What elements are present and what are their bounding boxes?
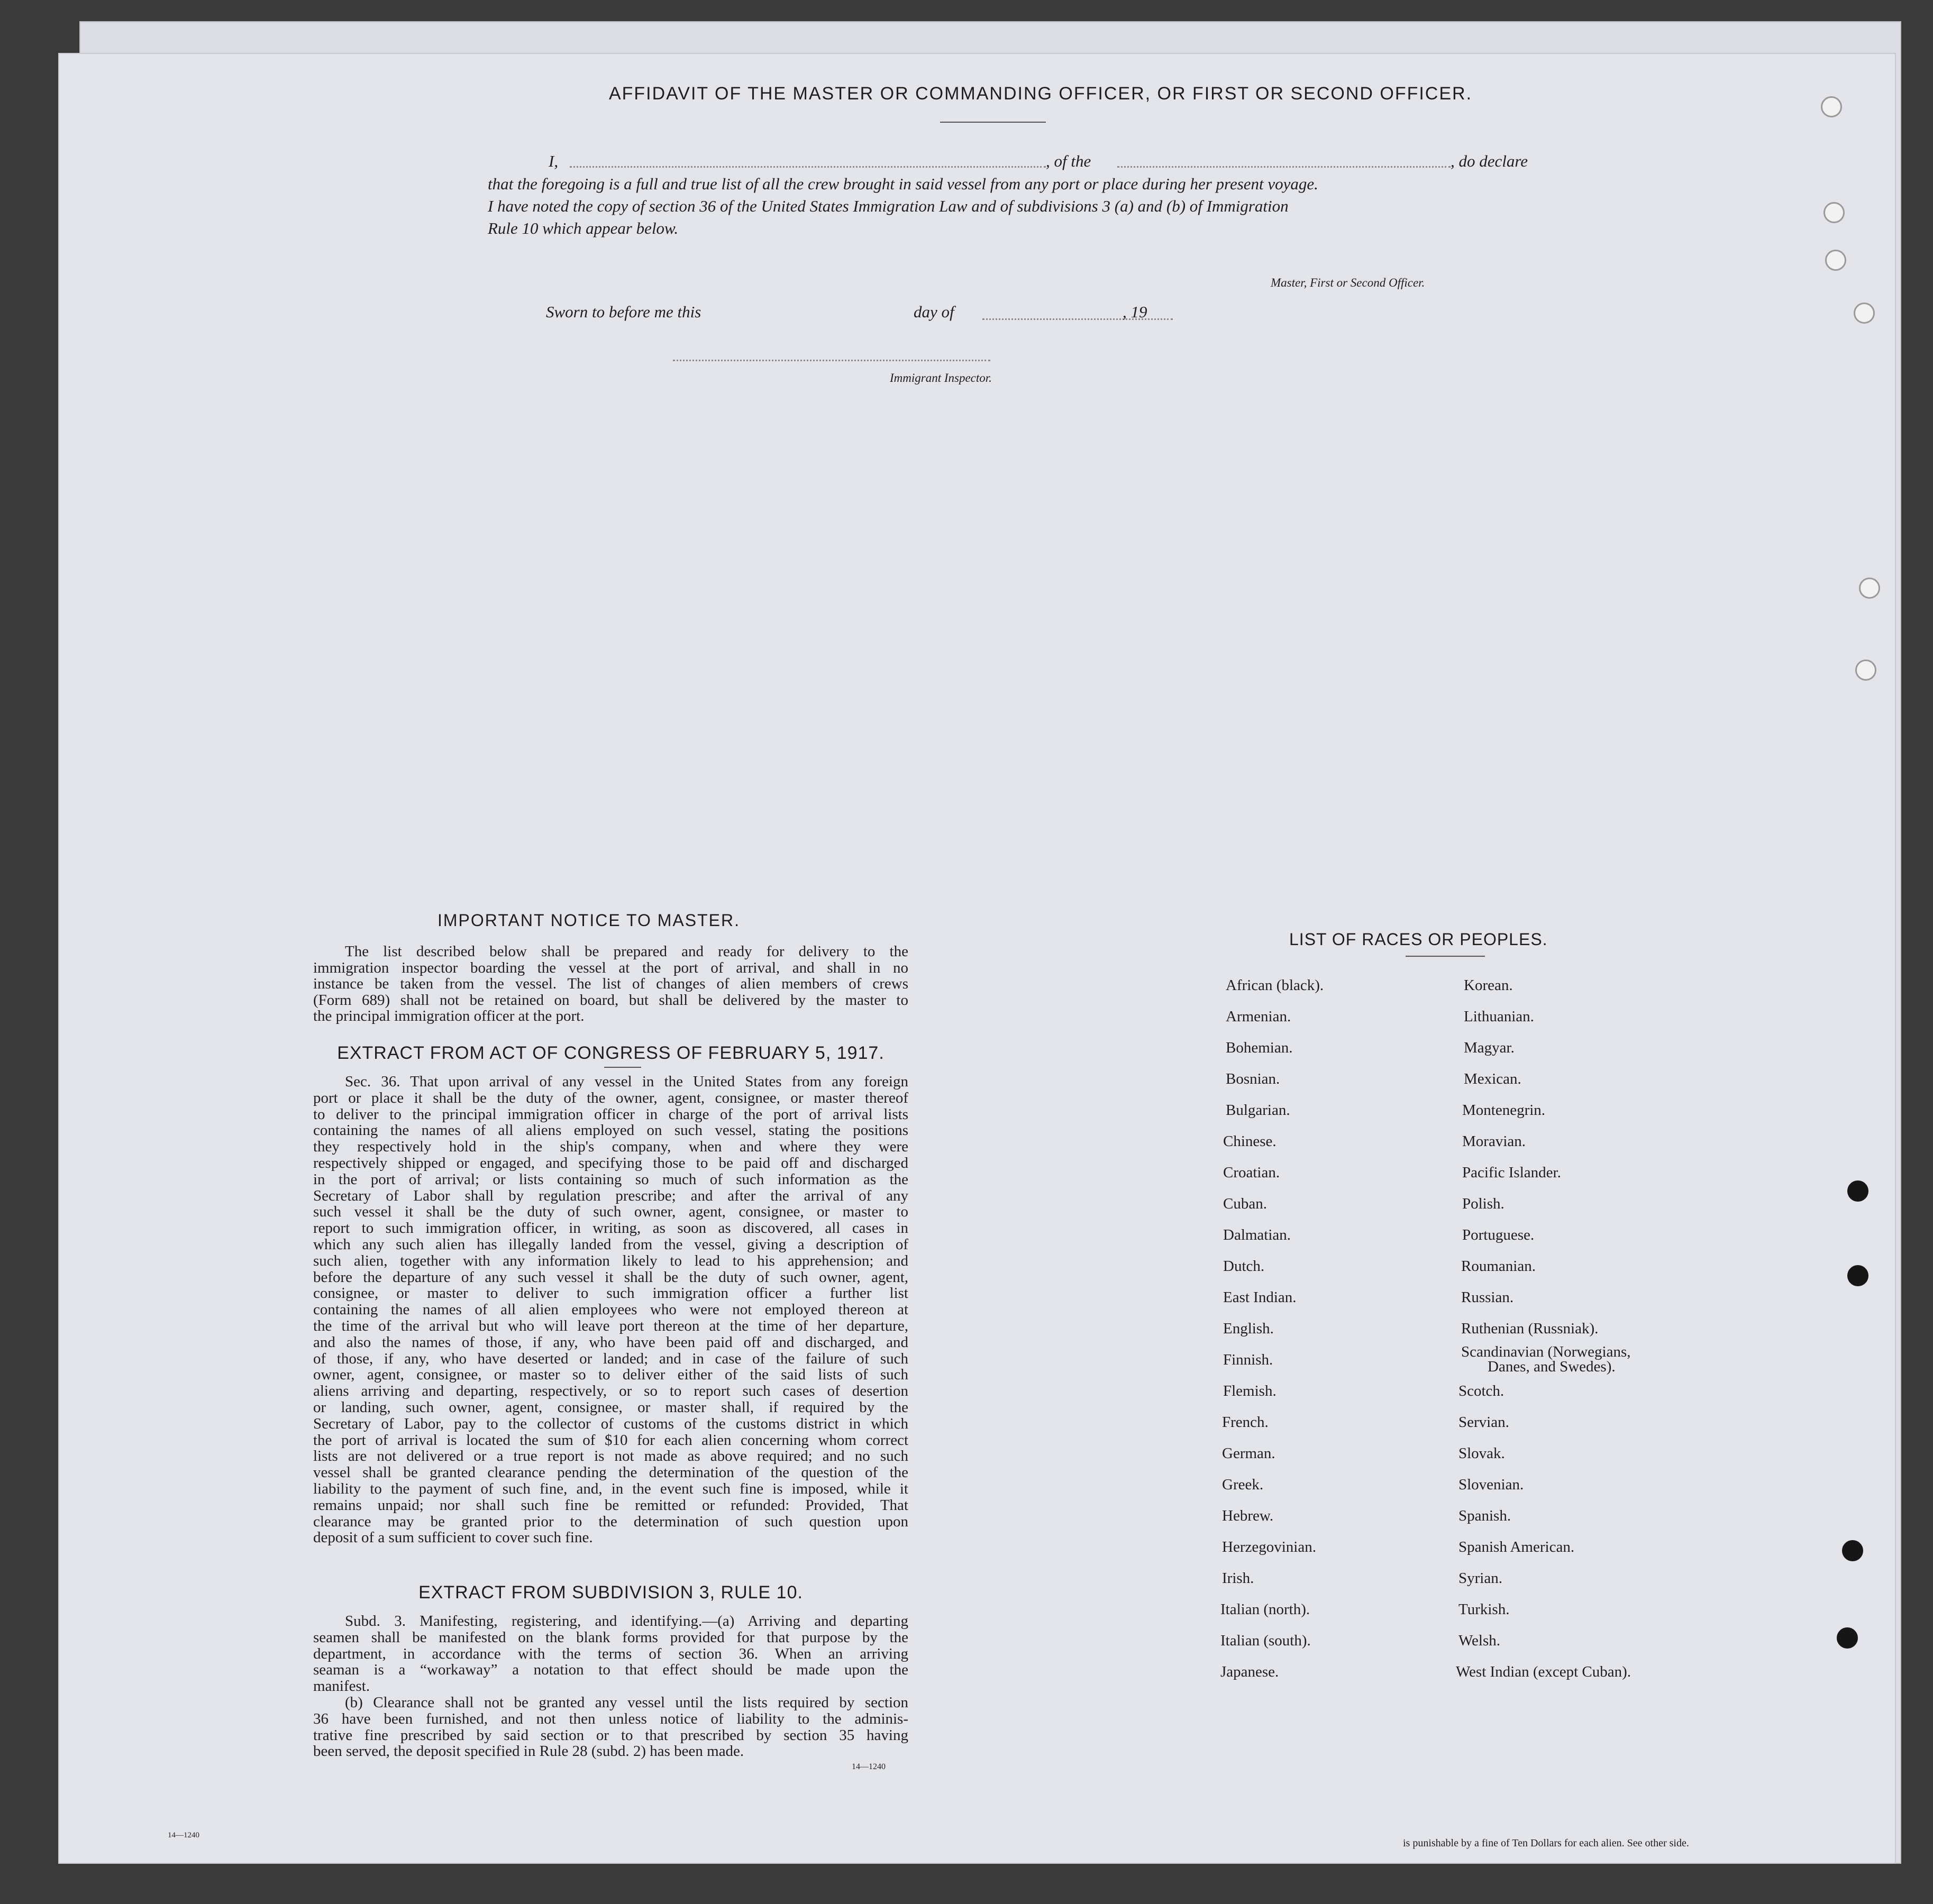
act-line: consignee, or master to deliver to such immigration officer a further list <box>313 1285 908 1302</box>
act-line: containing the names of all alien employees who were not employed thereon at <box>313 1301 908 1319</box>
act-line: respectively shipped or engaged, and specifying those to be paid off and discharged <box>313 1154 908 1171</box>
inspector-caption: Immigrant Inspector. <box>890 371 992 385</box>
notice-body <box>313 944 908 1024</box>
act-line: before the departure of any such vessel it shall be the duty of such owner, agent, <box>313 1268 908 1286</box>
act-line: aliens arriving and departing, respectively, or so to report such cases of desertion <box>313 1383 908 1400</box>
race-item: Croatian. <box>1223 1164 1280 1181</box>
race-item: Welsh. <box>1458 1632 1501 1649</box>
race-item: East Indian. <box>1223 1289 1297 1306</box>
act-line: such vessel it shall be the duty of such owner, agent, consignee, or master to <box>313 1203 908 1221</box>
race-item: Turkish. <box>1458 1601 1510 1618</box>
race-item: Finnish. <box>1223 1351 1273 1368</box>
punch-hole-icon <box>1847 1180 1868 1202</box>
punch-hole-icon <box>1854 303 1875 324</box>
act-line: liability to the payment of such fine, and, in the event such fine is imposed, while it <box>313 1480 908 1497</box>
affidavit-text-line: I have noted the copy of section 36 of the United States Immigration Law and of subdivisions 3 (a) and (b) of Immigration <box>488 197 1289 215</box>
race-item: Herzegovinian. <box>1222 1539 1316 1555</box>
act-line: report to such immigration officer, in writing, as soon as discovered, all cases in <box>313 1220 908 1237</box>
race-item: Dalmatian. <box>1223 1226 1291 1243</box>
affidavit-i-label: I, <box>549 152 559 170</box>
punch-hole-icon <box>1847 1265 1868 1286</box>
divider <box>604 1067 641 1068</box>
rule-line: department, in accordance with the terms of section 36. When an arriving <box>313 1645 908 1662</box>
notice-line: instance be taken from the vessel. The list of changes of alien members of crews <box>313 975 908 992</box>
act-line: clearance may be granted prior to the determination of such question upon <box>313 1513 908 1530</box>
act-line: and also the names of those, if any, who have been paid off and discharged, and <box>313 1333 908 1351</box>
race-item: Portuguese. <box>1462 1226 1535 1243</box>
act-line: which any such alien has illegally landed from the vessel, giving a description of <box>313 1235 908 1253</box>
rule-line: seamen shall be manifested on the blank forms provided for that purpose by the <box>313 1628 908 1646</box>
race-item: Mexican. <box>1464 1070 1521 1087</box>
act-line: in the port of arrival; or lists containing so much of such information as the <box>313 1170 908 1188</box>
act-line: containing the names of all aliens employed on such vessel, stating the positions <box>313 1122 908 1139</box>
vessel-name-blank <box>1117 166 1451 168</box>
race-item: Spanish American. <box>1458 1539 1575 1555</box>
rule-line: (b) Clearance shall not be granted any vessel until the lists required by section <box>345 1694 908 1711</box>
race-item: Montenegrin. <box>1462 1102 1546 1119</box>
divider <box>940 122 1046 123</box>
act-line: owner, agent, consignee, or master so to deliver either of the said lists of such <box>313 1366 908 1384</box>
notice-line: The list described below shall be prepared and ready for delivery to the <box>345 943 908 960</box>
race-item: Italian (south). <box>1220 1632 1311 1649</box>
inspector-signature-blank <box>673 360 990 361</box>
race-item: Ruthenian (Russniak). <box>1461 1320 1599 1337</box>
act-line: or landing, such owner, agent, consignee, or master shall, if required by the <box>313 1398 908 1416</box>
divider <box>1406 956 1485 957</box>
race-item: Scandinavian (Norwegians, <box>1461 1343 1631 1360</box>
race-item: Lithuanian. <box>1464 1008 1534 1025</box>
race-item: Moravian. <box>1462 1133 1526 1150</box>
act-extract-body <box>313 1074 908 1546</box>
race-item: Korean. <box>1464 977 1513 994</box>
race-item: French. <box>1222 1414 1269 1431</box>
affidavit-of-the-label: , of the <box>1046 152 1091 170</box>
race-item: West Indian (except Cuban). <box>1456 1663 1631 1680</box>
year-label: , 19 <box>1123 303 1147 321</box>
race-item: Chinese. <box>1223 1133 1276 1150</box>
race-item: English. <box>1223 1320 1274 1337</box>
race-item: Danes, and Swedes). <box>1488 1358 1616 1375</box>
race-item: Armenian. <box>1226 1008 1291 1025</box>
race-item: Roumanian. <box>1461 1258 1536 1275</box>
rule-extract-body <box>313 1613 908 1760</box>
punch-hole-icon <box>1823 202 1845 223</box>
race-item: German. <box>1222 1445 1275 1462</box>
punch-hole-icon <box>1855 660 1876 681</box>
act-line: Sec. 36. That upon arrival of any vessel in the United States from any foreign <box>345 1073 908 1090</box>
notice-line: (Form 689) shall not be retained on board, but shall be delivered by the master to <box>313 991 908 1009</box>
day-of-label: day of <box>914 303 954 321</box>
margin-form-number: 14—1240 <box>168 1831 199 1839</box>
act-line: such alien, together with any information likely to lead to his apprehension; and <box>313 1252 908 1269</box>
race-item: Cuban. <box>1223 1195 1267 1212</box>
notice-line: the principal immigration officer at the port. <box>313 1008 585 1024</box>
race-item: Irish. <box>1222 1570 1254 1587</box>
act-line: to deliver to the principal immigration officer in charge of the port of arrival lists <box>313 1105 908 1123</box>
sworn-label: Sworn to before me this <box>546 303 701 321</box>
race-item: Servian. <box>1458 1414 1509 1431</box>
act-line: Secretary of Labor, pay to the collector of customs of the customs district in which <box>313 1415 908 1432</box>
race-item: Russian. <box>1461 1289 1514 1306</box>
act-line: remains unpaid; nor shall such fine be remitted or refunded: Provided, That <box>313 1496 908 1514</box>
act-line: they respectively hold in the ship's company, when and where they were <box>313 1138 908 1156</box>
race-item: Japanese. <box>1220 1663 1279 1680</box>
notice-line: immigration inspector boarding the vessel at the port of arrival, and shall in no <box>313 959 908 976</box>
race-item: Pacific Islander. <box>1462 1164 1561 1181</box>
act-extract-title: EXTRACT FROM ACT OF CONGRESS OF FEBRUARY 5, 1917. <box>337 1043 885 1063</box>
race-item: Bohemian. <box>1226 1039 1293 1056</box>
act-line: vessel shall be granted clearance pending the determination of the question of the <box>313 1464 908 1481</box>
rule-line: 36 have been furnished, and not then unless notice of liability to the adminis- <box>313 1710 908 1727</box>
punch-hole-icon <box>1821 96 1842 117</box>
race-item: Flemish. <box>1223 1383 1276 1399</box>
act-line: Secretary of Labor shall by regulation prescribe; and after the arrival of any <box>313 1187 908 1204</box>
race-item: Italian (north). <box>1220 1601 1310 1618</box>
race-item: African (black). <box>1226 977 1324 994</box>
rule-line: Subd. 3. Manifesting, registering, and identifying.—(a) Arriving and departing <box>345 1613 908 1630</box>
race-item: Bosnian. <box>1226 1070 1280 1087</box>
rule-line: been served, the deposit specified in Rule 28 (subd. 2) has been made. <box>313 1743 744 1760</box>
affidavit-declare-label: , do declare <box>1451 152 1528 170</box>
race-item: Slovak. <box>1458 1445 1505 1462</box>
punch-hole-icon <box>1825 250 1846 271</box>
document-page <box>58 53 1896 1864</box>
races-title: LIST OF RACES OR PEOPLES. <box>1289 930 1548 949</box>
race-item: Magyar. <box>1464 1039 1515 1056</box>
punch-hole-icon <box>1837 1627 1858 1649</box>
affidavit-title: AFFIDAVIT OF THE MASTER OR COMMANDING OFFICER, OR FIRST OR SECOND OFFICER. <box>608 84 1473 104</box>
race-item: Greek. <box>1222 1476 1264 1493</box>
punch-hole-icon <box>1842 1540 1863 1561</box>
name-blank <box>570 166 1046 168</box>
race-item: Spanish. <box>1458 1507 1511 1524</box>
affidavit-text-line: that the foregoing is a full and true list of all the crew brought in said vessel from any port or place during her present voyage. <box>488 175 1318 193</box>
race-item: Bulgarian. <box>1226 1102 1290 1119</box>
rule-line: seaman is a “workaway” a notation to that effect should be made upon the <box>313 1661 908 1679</box>
signature-caption: Master, First or Second Officer. <box>1271 276 1425 289</box>
act-line: deposit of a sum sufficient to cover such fine. <box>313 1529 593 1546</box>
punch-hole-icon <box>1859 578 1880 599</box>
rule-extract-title: EXTRACT FROM SUBDIVISION 3, RULE 10. <box>418 1582 803 1603</box>
act-line: the port of arrival is located the sum of $10 for each alien concerning whom correct <box>313 1431 908 1449</box>
rule-line: manifest. <box>313 1678 370 1695</box>
act-line: port or place it shall be the duty of the owner, agent, consignee, or master thereof <box>313 1089 908 1106</box>
race-item: Scotch. <box>1458 1383 1505 1399</box>
affidavit-text-line: Rule 10 which appear below. <box>488 219 679 237</box>
margin-note: is punishable by a fine of Ten Dollars for each alien. See other side. <box>1403 1837 1689 1849</box>
race-item: Syrian. <box>1458 1570 1502 1587</box>
race-item: Slovenian. <box>1458 1476 1524 1493</box>
act-line: lists are not delivered or a true report is not made as above required; and no such <box>313 1448 908 1465</box>
act-line: of those, if any, who have deserted or landed; and in case of the failure of such <box>313 1350 908 1367</box>
race-item: Hebrew. <box>1222 1507 1274 1524</box>
act-line: the time of the arrival but who will leave port thereon at the time of her departure, <box>313 1317 908 1334</box>
form-number: 14—1240 <box>852 1762 886 1771</box>
race-item: Dutch. <box>1223 1258 1265 1275</box>
notice-title: IMPORTANT NOTICE TO MASTER. <box>437 911 740 930</box>
race-item: Polish. <box>1462 1195 1505 1212</box>
rule-line: trative fine prescribed by said section or to that prescribed by section 35 having <box>313 1726 908 1744</box>
